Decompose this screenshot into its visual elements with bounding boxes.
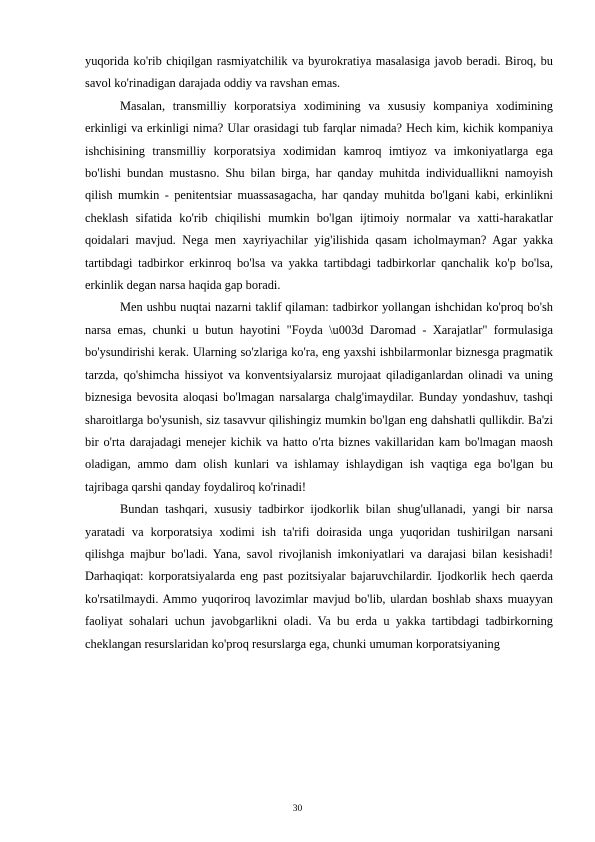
document-body	[85, 50, 553, 655]
paragraph: Masalan, transmilliy korporatsiya xodimining va xususiy kompaniya xodimining erkinligi va erkinligi nima? Ular orasidagi tub farqlar nimada? Hech kim, kichik kompaniya ishchisining transmilliy korporatsiya xodimidan kamroq imtiyoz va imkoniyatlarga ega bo'lishi bundan mustasno. Shu bilan birga, har qanday muhitda individuallikni namoyish qilish mumkin - penitentsiar muassasagacha, har qanday muhitda bo'lgani kabi, erkinlikni cheklash sifatida ko'rib chiqilishi mumkin bo'lgan ijtimoiy normalar va xatti-harakatlar qoidalari mavjud. Nega men xayriyachilar yig'ilishida qasam icholmayman? Agar yakka tartibdagi tadbirkor erkinroq bo'lsa va yakka tartibdagi tadbirkorlar qanchalik ko'p bo'lsa, erkinlik degan narsa haqida gap boradi.	[85, 98, 553, 293]
paragraph: Bundan tashqari, xususiy tadbirkor ijodkorlik bilan shug'ullanadi, yangi bir narsa yaratadi va korporatsiya xodimi ish ta'rifi doirasida unga yuqoridan tushirilgan narsani qilishga majbur bo'ladi. Yana, savol rivojlanish imkoniyatlari va darajasi bilan kesishadi! Darhaqiqat: korporatsiyalarda eng past pozitsiyalar bajaruvchilardir. Ijodkorlik hech qaerda ko'rsatilmaydi. Ammo yuqoriroq lavozimlar mavjud bo'lib, ulardan boshlab shaxs muayyan faoliyat sohalari uchun javobgarlikni oladi. Va bu erda u yakka tartibdagi tadbirkorning cheklangan resurslaridan ko'proq resurslarga ega, chunki umuman korporatsiyaning	[85, 502, 553, 651]
paragraph-continuation: yuqorida ko'rib chiqilgan rasmiyatchilik va byurokratiya masalasiga javob beradi. Biroq, bu savol ko'rinadigan darajada oddiy va ravshan emas.	[85, 54, 553, 91]
paragraph: Men ushbu nuqtai nazarni taklif qilaman: tadbirkor yollangan ishchidan ko'proq bo'sh narsa emas, chunki u butun hayotini "Foyda \u003d Daromad - Xarajatlar" formulasiga bo'ysundirishi kerak. Ularning so'zlariga ko'ra, eng yaxshi ishbilarmonlar biznesga pragmatik tarzda, qo'shimcha hissiyot va konventsiyalarsiz murojaat qiladiganlardan olinadi va uning biznesiga bevosita aloqasi bo'lmagan narsalarga chalg'imaydilar. Bunday yondashuv, tashqi sharoitlarga bo'ysunish, siz tasavvur qilishingiz mumkin bo'lgan eng dahshatli qullikdir. Ba'zi bir o'rta darajadagi menejer kichik va hatto o'rta biznes vakillaridan kam bo'lmagan maosh oladigan, ammo dam olish kunlari va ishlamay ishlaydigan ish vaqtiga ega bo'lgan bu tajribaga qarshi qanday foydaliroq ko'rinadi!	[85, 300, 553, 494]
page-number: 30	[292, 804, 303, 814]
